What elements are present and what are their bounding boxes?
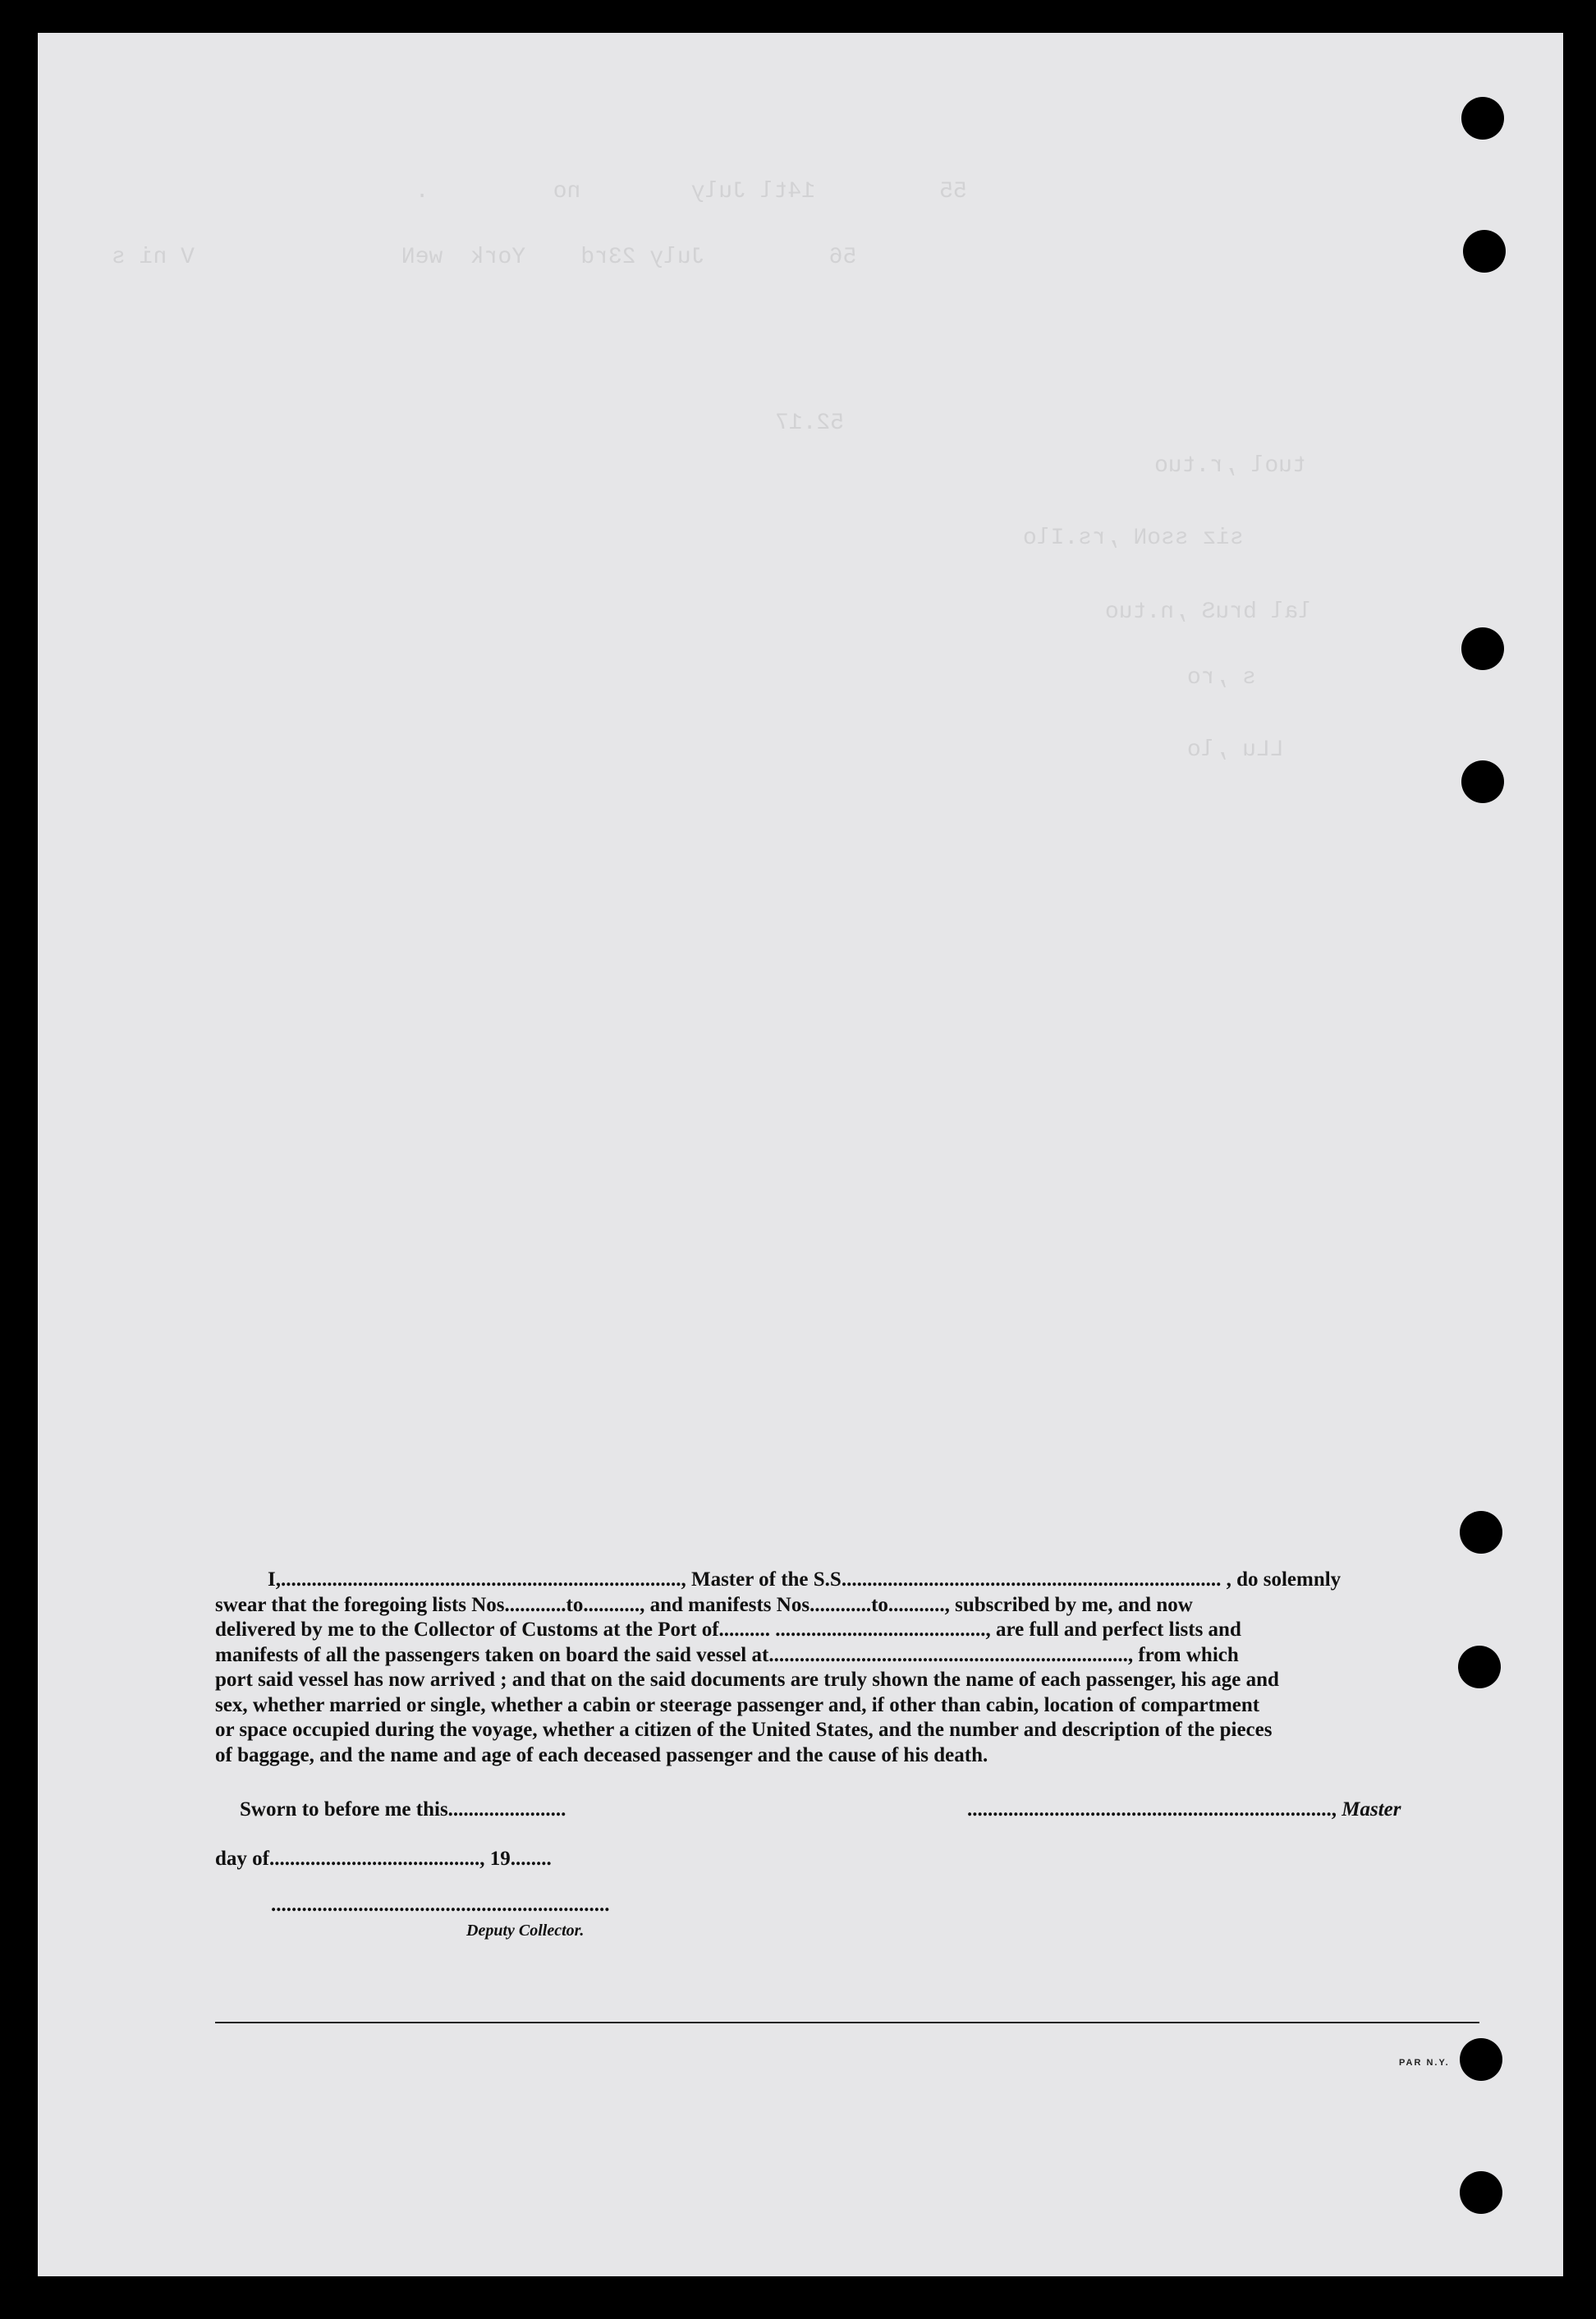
bleed-through-text: lal bruS ,n.tuo (1105, 599, 1313, 625)
punch-hole (1461, 97, 1504, 140)
oath-line: delivered by me to the Collector of Customs at the Port of.......... ........................................., are full and perfect lists and (215, 1619, 1241, 1641)
bleed-through-text: s ,ro (1187, 665, 1257, 691)
bleed-through-text: 52.17 (637, 411, 845, 436)
oath-line: I,.............................................................................., Master of the S.S.......................................................................... , do solemnly (268, 1568, 1341, 1591)
bleed-through-text: tuol ,r.tuo (1154, 453, 1306, 479)
oath-paragraph (215, 1568, 1484, 1768)
punch-hole (1460, 2171, 1502, 2214)
document-sheet (38, 33, 1563, 2276)
oath-line: port said vessel has now arrived ; and that on the said documents are truly shown the name of each passenger, his age and (215, 1669, 1279, 1691)
deputy-signature-dots: .................................................................. (271, 1894, 610, 1916)
punch-hole (1458, 1646, 1501, 1688)
deputy-collector-label: Deputy Collector. (466, 1922, 585, 1940)
oath-line: swear that the foregoing lists Nos............to..........., and manifests Nos............to..........., subscribed by me, and now (215, 1593, 1193, 1616)
oath-line: manifests of all the passengers taken on board the said vessel at......................................................................, from which (215, 1643, 1239, 1666)
bleed-through-text: siz ssoN ,rs.Ilo (1023, 526, 1244, 551)
sworn-before-line: Sworn to before me this....................... (240, 1798, 566, 1821)
punch-hole (1463, 230, 1506, 273)
master-signature-line (967, 1798, 1401, 1821)
bleed-through-text: LLu ,lo (1187, 737, 1284, 763)
day-line: day of........................................., 19........ (215, 1848, 552, 1870)
punch-hole (1460, 2038, 1502, 2081)
printer-mark: PAR N.Y. (1399, 2058, 1450, 2068)
horizontal-rule (215, 2022, 1479, 2023)
master-signature-dots: ......................................................................., (967, 1798, 1337, 1821)
bleed-through-text: 56 July 23rd York weN V ni s (112, 245, 857, 270)
oath-line: sex, whether married or single, whether a cabin or steerage passenger and, if other than cabin, location of compartment (215, 1693, 1260, 1716)
punch-hole (1461, 627, 1504, 670)
oath-line: or space occupied during the voyage, whether a citizen of the United States, and the number and description of the pieces (215, 1719, 1273, 1741)
master-label: Master (1341, 1798, 1401, 1821)
punch-hole (1460, 1511, 1502, 1554)
oath-line: of baggage, and the name and age of each deceased passenger and the cause of his death. (215, 1743, 988, 1766)
punch-hole (1461, 760, 1504, 803)
bleed-through-text: 55 14tl July no . (112, 179, 967, 204)
